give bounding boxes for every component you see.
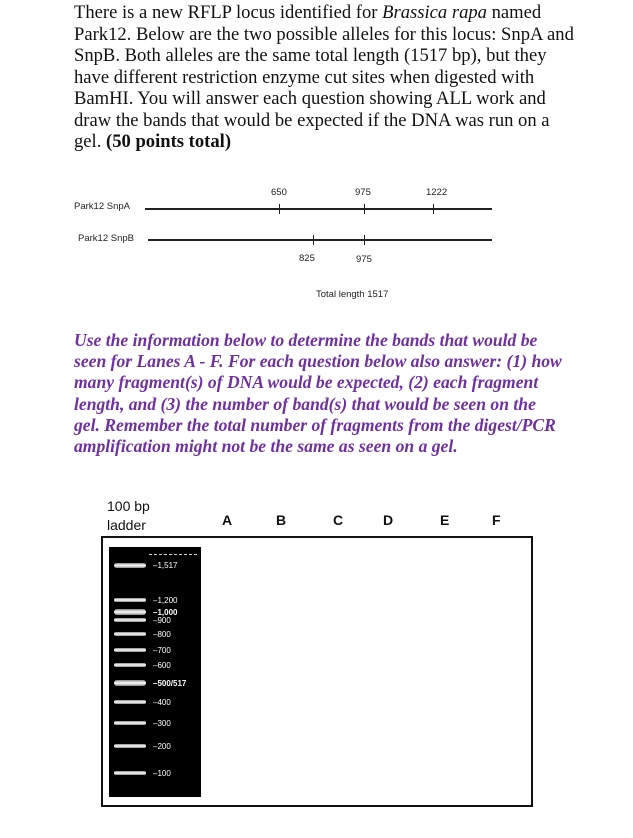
ladder-caption-mark — [149, 554, 197, 558]
cut-site-label-snpa-2: 975 — [355, 187, 371, 198]
ladder-size-label — [153, 679, 186, 688]
cut-site-tick — [359, 239, 369, 240]
cut-site-tick — [308, 239, 318, 240]
cut-site-label-snpb-1: 825 — [299, 253, 315, 264]
ladder-band — [114, 618, 146, 622]
ladder-size-text: 300 — [157, 718, 171, 728]
ladder-label-line2: ladder — [107, 517, 146, 533]
ladder-size-text: 900 — [157, 615, 171, 625]
label-leader-dash: – — [153, 645, 158, 655]
intro-text-2: named Park12. Below are the two possible alleles for this locus: SnpA and SnpB. Both alleles are the same total length (1517 bp), but they have different restriction enzyme cut sites when digested with BamHI. You will answer each question showing ALL work and draw the bands that would be expected if the DNA was run on a gel. — [74, 2, 574, 152]
cut-site-label-snpa-1: 650 — [271, 187, 287, 198]
ladder-size-label — [153, 742, 171, 751]
allele-line-snpb — [148, 239, 492, 241]
lane-label-d: D — [383, 512, 394, 528]
points-total: (50 points total) — [106, 131, 232, 152]
ladder-size-text: 800 — [157, 629, 171, 639]
label-leader-dash: – — [153, 615, 158, 625]
lane-label-f: F — [492, 512, 501, 528]
label-leader-dash: – — [153, 660, 158, 670]
allele-label-snpb: Park12 SnpB — [78, 233, 134, 244]
ladder-size-text: 700 — [157, 645, 171, 655]
label-leader-dash: – — [153, 741, 158, 751]
ladder-size-text: 1,517 — [157, 561, 178, 570]
ladder-size-text: 500/517 — [157, 678, 187, 688]
ladder-size-label — [153, 646, 171, 655]
ladder-size-label — [153, 630, 171, 639]
ladder-size-text: 200 — [157, 741, 171, 751]
ladder-band — [114, 771, 146, 775]
ladder-band — [114, 609, 146, 615]
intro-text-1: There is a new RFLP locus identified for — [74, 2, 383, 23]
label-leader-dash: – — [153, 561, 158, 570]
lane-label-b: B — [276, 512, 287, 528]
label-leader-dash: – — [153, 607, 158, 617]
total-length-label: Total length 1517 — [316, 289, 389, 300]
label-leader-dash: – — [153, 595, 158, 605]
ladder-size-text: 1,200 — [157, 595, 178, 605]
ladder-size-label — [153, 616, 171, 625]
ladder-band — [114, 648, 146, 652]
ladder-size-text: 1,000 — [157, 607, 178, 617]
ladder-band — [114, 721, 146, 725]
cut-site-tick — [359, 208, 369, 209]
ladder-size-label — [153, 719, 171, 728]
ladder-size-label — [153, 698, 171, 707]
lane-label-a: A — [222, 512, 233, 528]
ladder-size-label — [153, 596, 177, 605]
cut-site-tick — [428, 208, 438, 209]
ladder-band — [114, 744, 146, 748]
ladder-band — [114, 680, 146, 686]
ladder-band — [114, 663, 146, 667]
allele-line-snpa — [145, 208, 492, 210]
ladder-size-text: 100 — [157, 768, 171, 778]
lane-label-e: E — [440, 512, 450, 528]
cut-site-label-snpa-3: 1222 — [426, 187, 448, 198]
ladder-size-label — [153, 769, 171, 778]
label-leader-dash: – — [153, 629, 158, 639]
allele-label-snpa: Park12 SnpA — [74, 201, 130, 212]
lane-label-c: C — [333, 512, 344, 528]
cut-site-tick — [274, 208, 284, 209]
ladder-label-line1: 100 bp — [107, 498, 150, 514]
label-leader-dash: – — [153, 697, 158, 707]
instructions-paragraph: Use the information below to determine the bands that would be seen for Lanes A - F. For each question below also answer: (1) how many fragment(s) of DNA would be expected, (2) each fragment length, and (3) the number of band(s) that would be seen on the gel. Remember the total number of fragments from the digest/PCR amplification might not be the same as seen on a gel. — [74, 330, 562, 457]
label-leader-dash: – — [153, 678, 158, 688]
ladder-size-text: 600 — [157, 660, 171, 670]
label-leader-dash: – — [153, 718, 158, 728]
ladder-size-label — [153, 561, 177, 570]
intro-paragraph — [74, 2, 574, 153]
ladder-gel-image — [109, 547, 201, 797]
ladder-band — [114, 632, 146, 636]
ladder-band — [114, 598, 146, 602]
ladder-band — [114, 563, 146, 568]
label-leader-dash: – — [153, 768, 158, 778]
ladder-band — [114, 700, 146, 704]
cut-site-label-snpb-2: 975 — [356, 254, 372, 265]
ladder-size-text: 400 — [157, 697, 171, 707]
ladder-size-label — [153, 661, 171, 670]
species-name: Brassica rapa — [382, 2, 487, 23]
